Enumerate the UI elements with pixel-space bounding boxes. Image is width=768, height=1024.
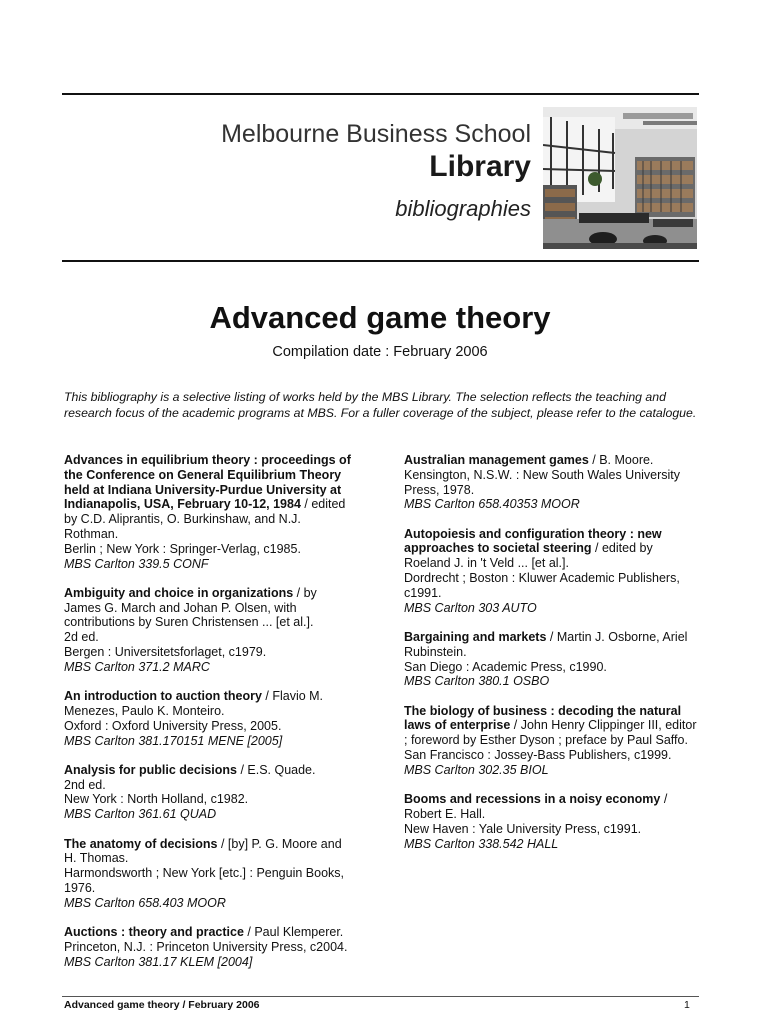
entry-call-number: MBS Carlton 380.1 OSBO: [404, 674, 550, 689]
entry-title: Bargaining and markets: [404, 629, 547, 644]
entry-call-number: MBS Carlton 381.170151 MENE [2005]: [64, 733, 283, 748]
entry-title: Advances in equilibrium theory : proceedings of the Conference on General Equilibrium Theory held at Indiana University-Purdue University at Indianapolis, USA, February 10-12, 1984: [64, 453, 351, 512]
entry-edition: 2nd ed.: [64, 777, 106, 792]
entry-heading: [64, 925, 356, 940]
bibliography-entry: [64, 837, 356, 911]
entry-title: Ambiguity and choice in organizations: [64, 585, 294, 600]
entry-call-number: MBS Carlton 371.2 MARC: [64, 659, 210, 674]
bibliography-column-right: [404, 453, 700, 866]
entry-heading: [64, 763, 356, 778]
entry-publication: San Diego : Academic Press, c1990.: [404, 659, 607, 674]
entry-authors: / B. Moore.: [588, 453, 654, 467]
entry-publication: Harmondsworth ; New York [etc.] : Penguin Books, 1976.: [64, 866, 344, 895]
entry-call-number: MBS Carlton 339.5 CONF: [64, 556, 209, 571]
entry-publication: Kensington, N.S.W. : New South Wales University Press, 1978.: [404, 467, 681, 497]
entry-heading: [64, 689, 356, 719]
entry-title: Australian management games: [404, 453, 589, 467]
page-number: 1: [684, 999, 690, 1011]
bibliography-entry: [404, 630, 700, 689]
page-title: Advanced game theory: [209, 300, 551, 335]
entry-heading: [404, 630, 700, 660]
entry-title: The anatomy of decisions: [64, 836, 218, 851]
entry-publication: New Haven : Yale University Press, c1991.: [404, 821, 642, 836]
entry-heading: [64, 837, 356, 867]
school-name: Melbourne Business School: [221, 120, 531, 148]
entry-publication: Bergen : Universitetsforlaget, c1979.: [64, 645, 267, 660]
bibliography-entry: [64, 763, 356, 822]
entry-heading: [404, 527, 700, 571]
entry-title: The biology of business : decoding the natural laws of enterprise: [404, 703, 682, 733]
intro-paragraph: This bibliography is a selective listing of works held by the MBS Library. The selection reflects the teaching and research focus of the academic programs at MBS. For a fuller coverage of the subject, please refer to the catalogue.: [64, 390, 697, 420]
entry-call-number: MBS Carlton 302.35 BIOL: [404, 762, 549, 777]
entry-publication: San Francisco : Jossey-Bass Publishers, c1999.: [404, 748, 672, 763]
entry-publication: Princeton, N.J. : Princeton University Press, c2004.: [64, 939, 348, 954]
entry-publication: Dordrecht ; Boston : Kluwer Academic Publishers, c1991.: [404, 571, 680, 600]
entry-authors: / Paul Klemperer.: [243, 925, 344, 940]
entry-edition: 2d ed.: [64, 630, 99, 645]
header-divider: [62, 260, 699, 262]
entry-heading: [64, 453, 356, 542]
bibliography-entry: [404, 527, 700, 616]
entry-authors: / by James G. March and Johan P. Olsen, with contributions by Suren Christensen ... [et al.].: [64, 585, 317, 630]
compilation-date: Compilation date : February 2006: [272, 344, 488, 360]
entry-title: Analysis for public decisions: [64, 762, 237, 777]
entry-authors: / E.S. Quade.: [236, 762, 316, 777]
entry-heading: [404, 453, 700, 468]
library-heading: Library: [429, 150, 531, 183]
entry-publication: Oxford : Oxford University Press, 2005.: [64, 718, 282, 733]
bibliography-entry: [404, 792, 700, 851]
entry-call-number: MBS Carlton 361.61 QUAD: [64, 807, 217, 822]
bibliography-entry: [64, 453, 356, 571]
entry-authors: / [by] P. G. Moore and H. Thomas.: [64, 836, 342, 866]
entry-title: Autopoiesis and configuration theory : new approaches to societal steering: [404, 526, 662, 556]
footer-title: Advanced game theory / February 2006: [64, 999, 260, 1011]
entry-call-number: MBS Carlton 658.40353 MOOR: [404, 497, 580, 512]
entry-authors: / Robert E. Hall.: [404, 792, 668, 821]
bibliography-entry: [404, 453, 700, 512]
entry-title: Auctions : theory and practice: [64, 925, 244, 940]
entry-publication: New York : North Holland, c1982.: [64, 792, 249, 807]
bibliography-column-left: [64, 453, 356, 984]
entry-call-number: MBS Carlton 338.542 HALL: [404, 836, 559, 851]
entry-title: Booms and recessions in a noisy economy: [404, 792, 661, 807]
footer-divider: [62, 996, 699, 997]
bibliography-entry: [64, 689, 356, 748]
bibliography-entry: [404, 704, 700, 778]
entry-authors: / edited by C.D. Aliprantis, O. Burkinshaw, and N.J. Rothman.: [64, 497, 346, 541]
entry-authors: / edited by Roeland J. in 't Veld ... [et al.].: [404, 541, 653, 571]
entry-authors: / Martin J. Osborne, Ariel Rubinstein.: [404, 629, 688, 659]
entry-call-number: MBS Carlton 303 AUTO: [404, 600, 537, 615]
entry-authors: / John Henry Clippinger III, editor ; foreword by Esther Dyson ; preface by Paul Saffo.: [404, 718, 697, 748]
entry-publication: Berlin ; New York : Springer-Verlag, c1985.: [64, 541, 301, 556]
entry-call-number: MBS Carlton 381.17 KLEM [2004]: [64, 954, 253, 969]
entry-heading: [404, 704, 700, 748]
entry-authors: / Flavio M. Menezes, Paulo K. Monteiro.: [64, 689, 324, 718]
entry-heading: [404, 792, 700, 822]
entry-call-number: MBS Carlton 658.403 MOOR: [64, 895, 226, 910]
entry-title: An introduction to auction theory: [64, 689, 262, 704]
section-subtitle: bibliographies: [395, 196, 531, 221]
entry-heading: [64, 586, 356, 630]
bibliography-entry: [64, 925, 356, 969]
library-interior-photo: [543, 107, 697, 249]
bibliography-entry: [64, 586, 356, 675]
top-divider: [62, 93, 699, 95]
